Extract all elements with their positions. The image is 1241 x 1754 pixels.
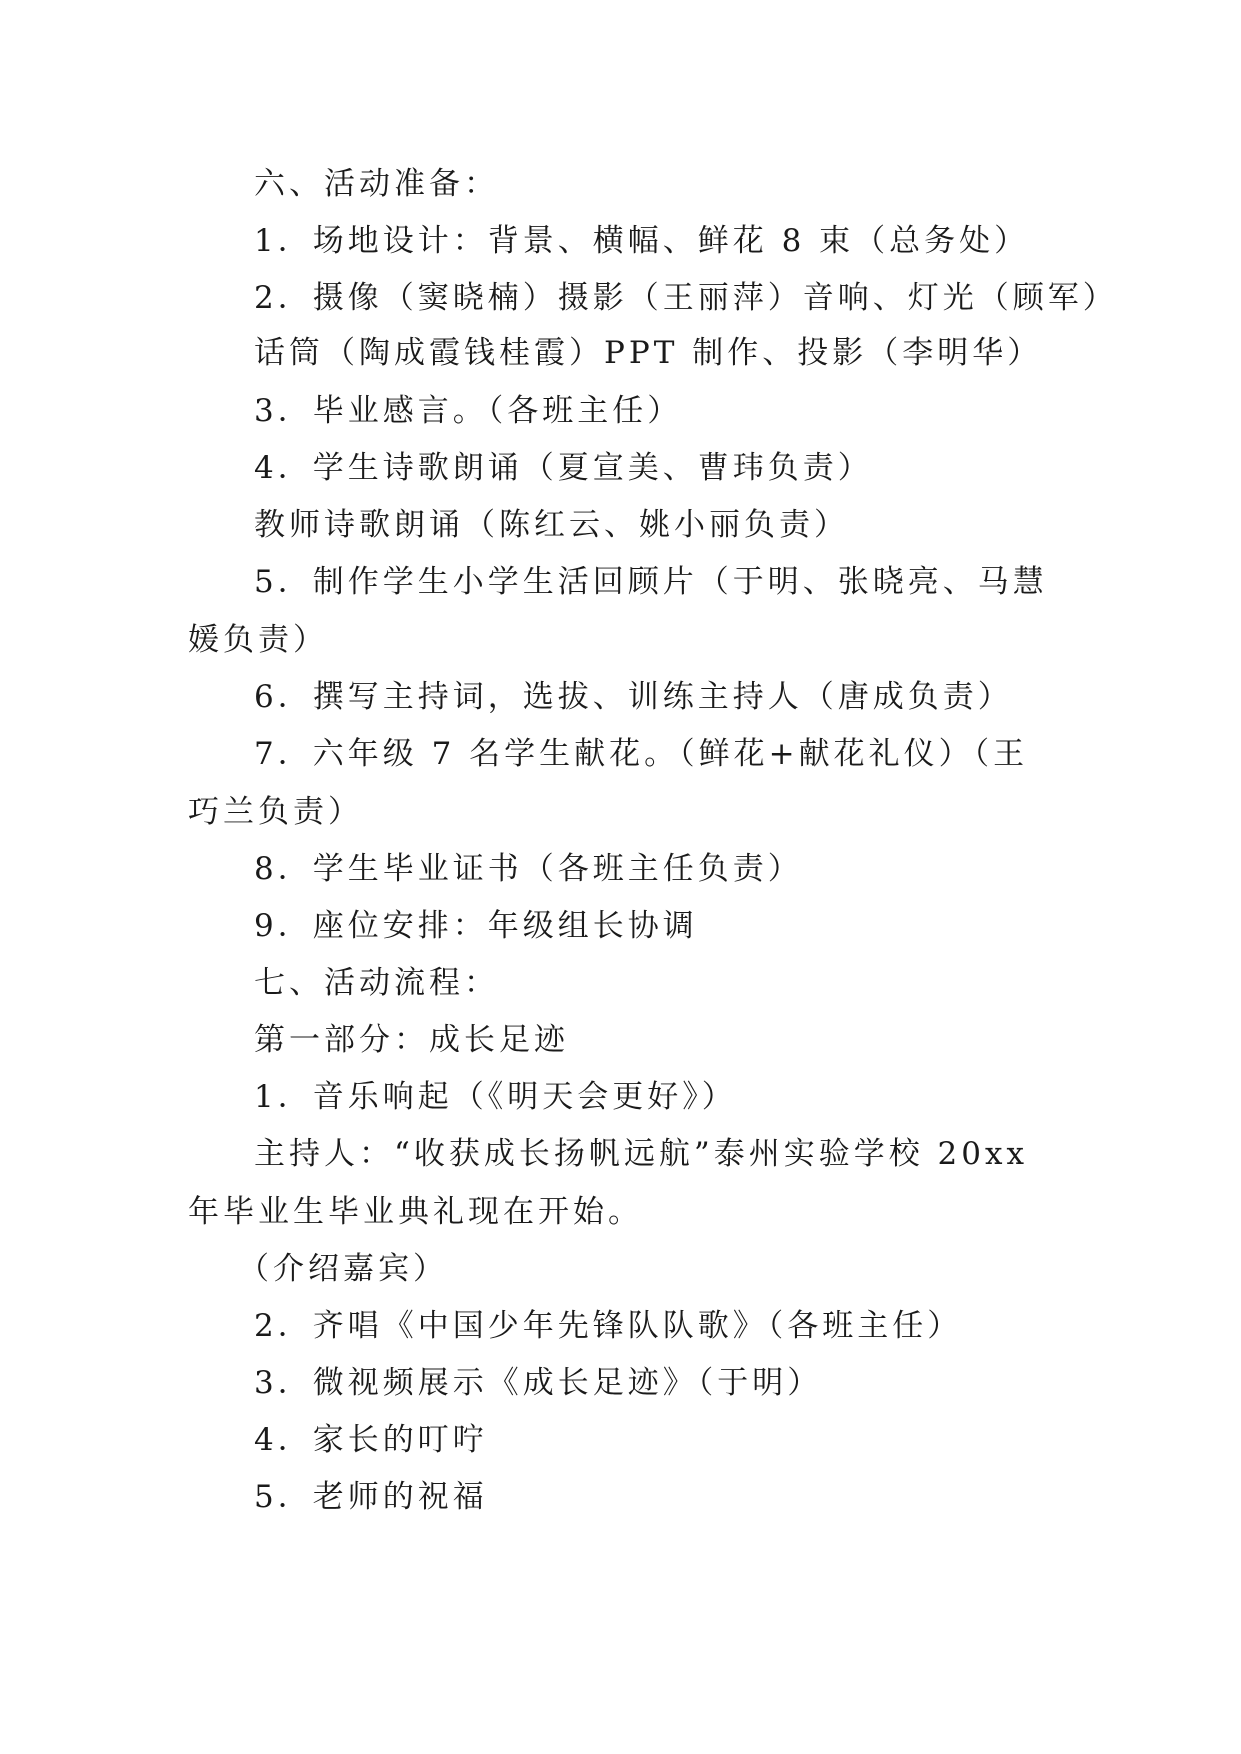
list-item: 1．音乐响起（《明天会更好》） [254, 1079, 737, 1115]
list-item: 6．撰写主持词，选拔、训练主持人（唐成负责） [254, 679, 1013, 715]
subsection-heading: 第一部分：成长足迹 [254, 1022, 569, 1058]
list-item: 3．毕业感言。（各班主任） [254, 393, 683, 429]
list-item: 5．制作学生小学生活回顾片（于明、张晓亮、马慧媛负责） [188, 564, 1048, 658]
list-item: 3．微视频展示《成长足迹》（于明） [254, 1365, 823, 1401]
host-speech: 主持人：“收获成长扬帆远航”泰州实验学校 20xx 年毕业生毕业典礼现在开始。 [188, 1136, 1028, 1230]
list-item: 5．老师的祝福 [254, 1479, 488, 1515]
list-item: 1．场地设计：背景、横幅、鲜花 8 束（总务处） [254, 223, 1030, 259]
list-item: 2．摄像（窦晓楠）摄影（王丽萍）音响、灯光（顾军） [254, 280, 1118, 316]
note-introduce-guests: （介绍嘉宾） [238, 1251, 448, 1287]
list-item: 8．学生毕业证书（各班主任负责） [254, 851, 803, 887]
list-item: 4．学生诗歌朗诵（夏宣美、曹玮负责） [254, 450, 873, 486]
list-item-continuation: 教师诗歌朗诵（陈红云、姚小丽负责） [254, 507, 849, 543]
section-heading-preparation: 六、活动准备： [254, 166, 499, 202]
list-item: 2．齐唱《中国少年先锋队队歌》（各班主任） [254, 1308, 963, 1344]
list-item: 4．家长的叮咛 [254, 1422, 488, 1458]
list-item-continuation: 话筒（陶成霞钱桂霞）PPT 制作、投影（李明华） [254, 335, 1043, 371]
section-heading-process: 七、活动流程： [254, 965, 499, 1001]
list-item: 9．座位安排：年级组长协调 [254, 908, 698, 944]
list-item: 7．六年级 7 名学生献花。（鲜花+献花礼仪）（王巧兰负责） [188, 736, 1029, 830]
